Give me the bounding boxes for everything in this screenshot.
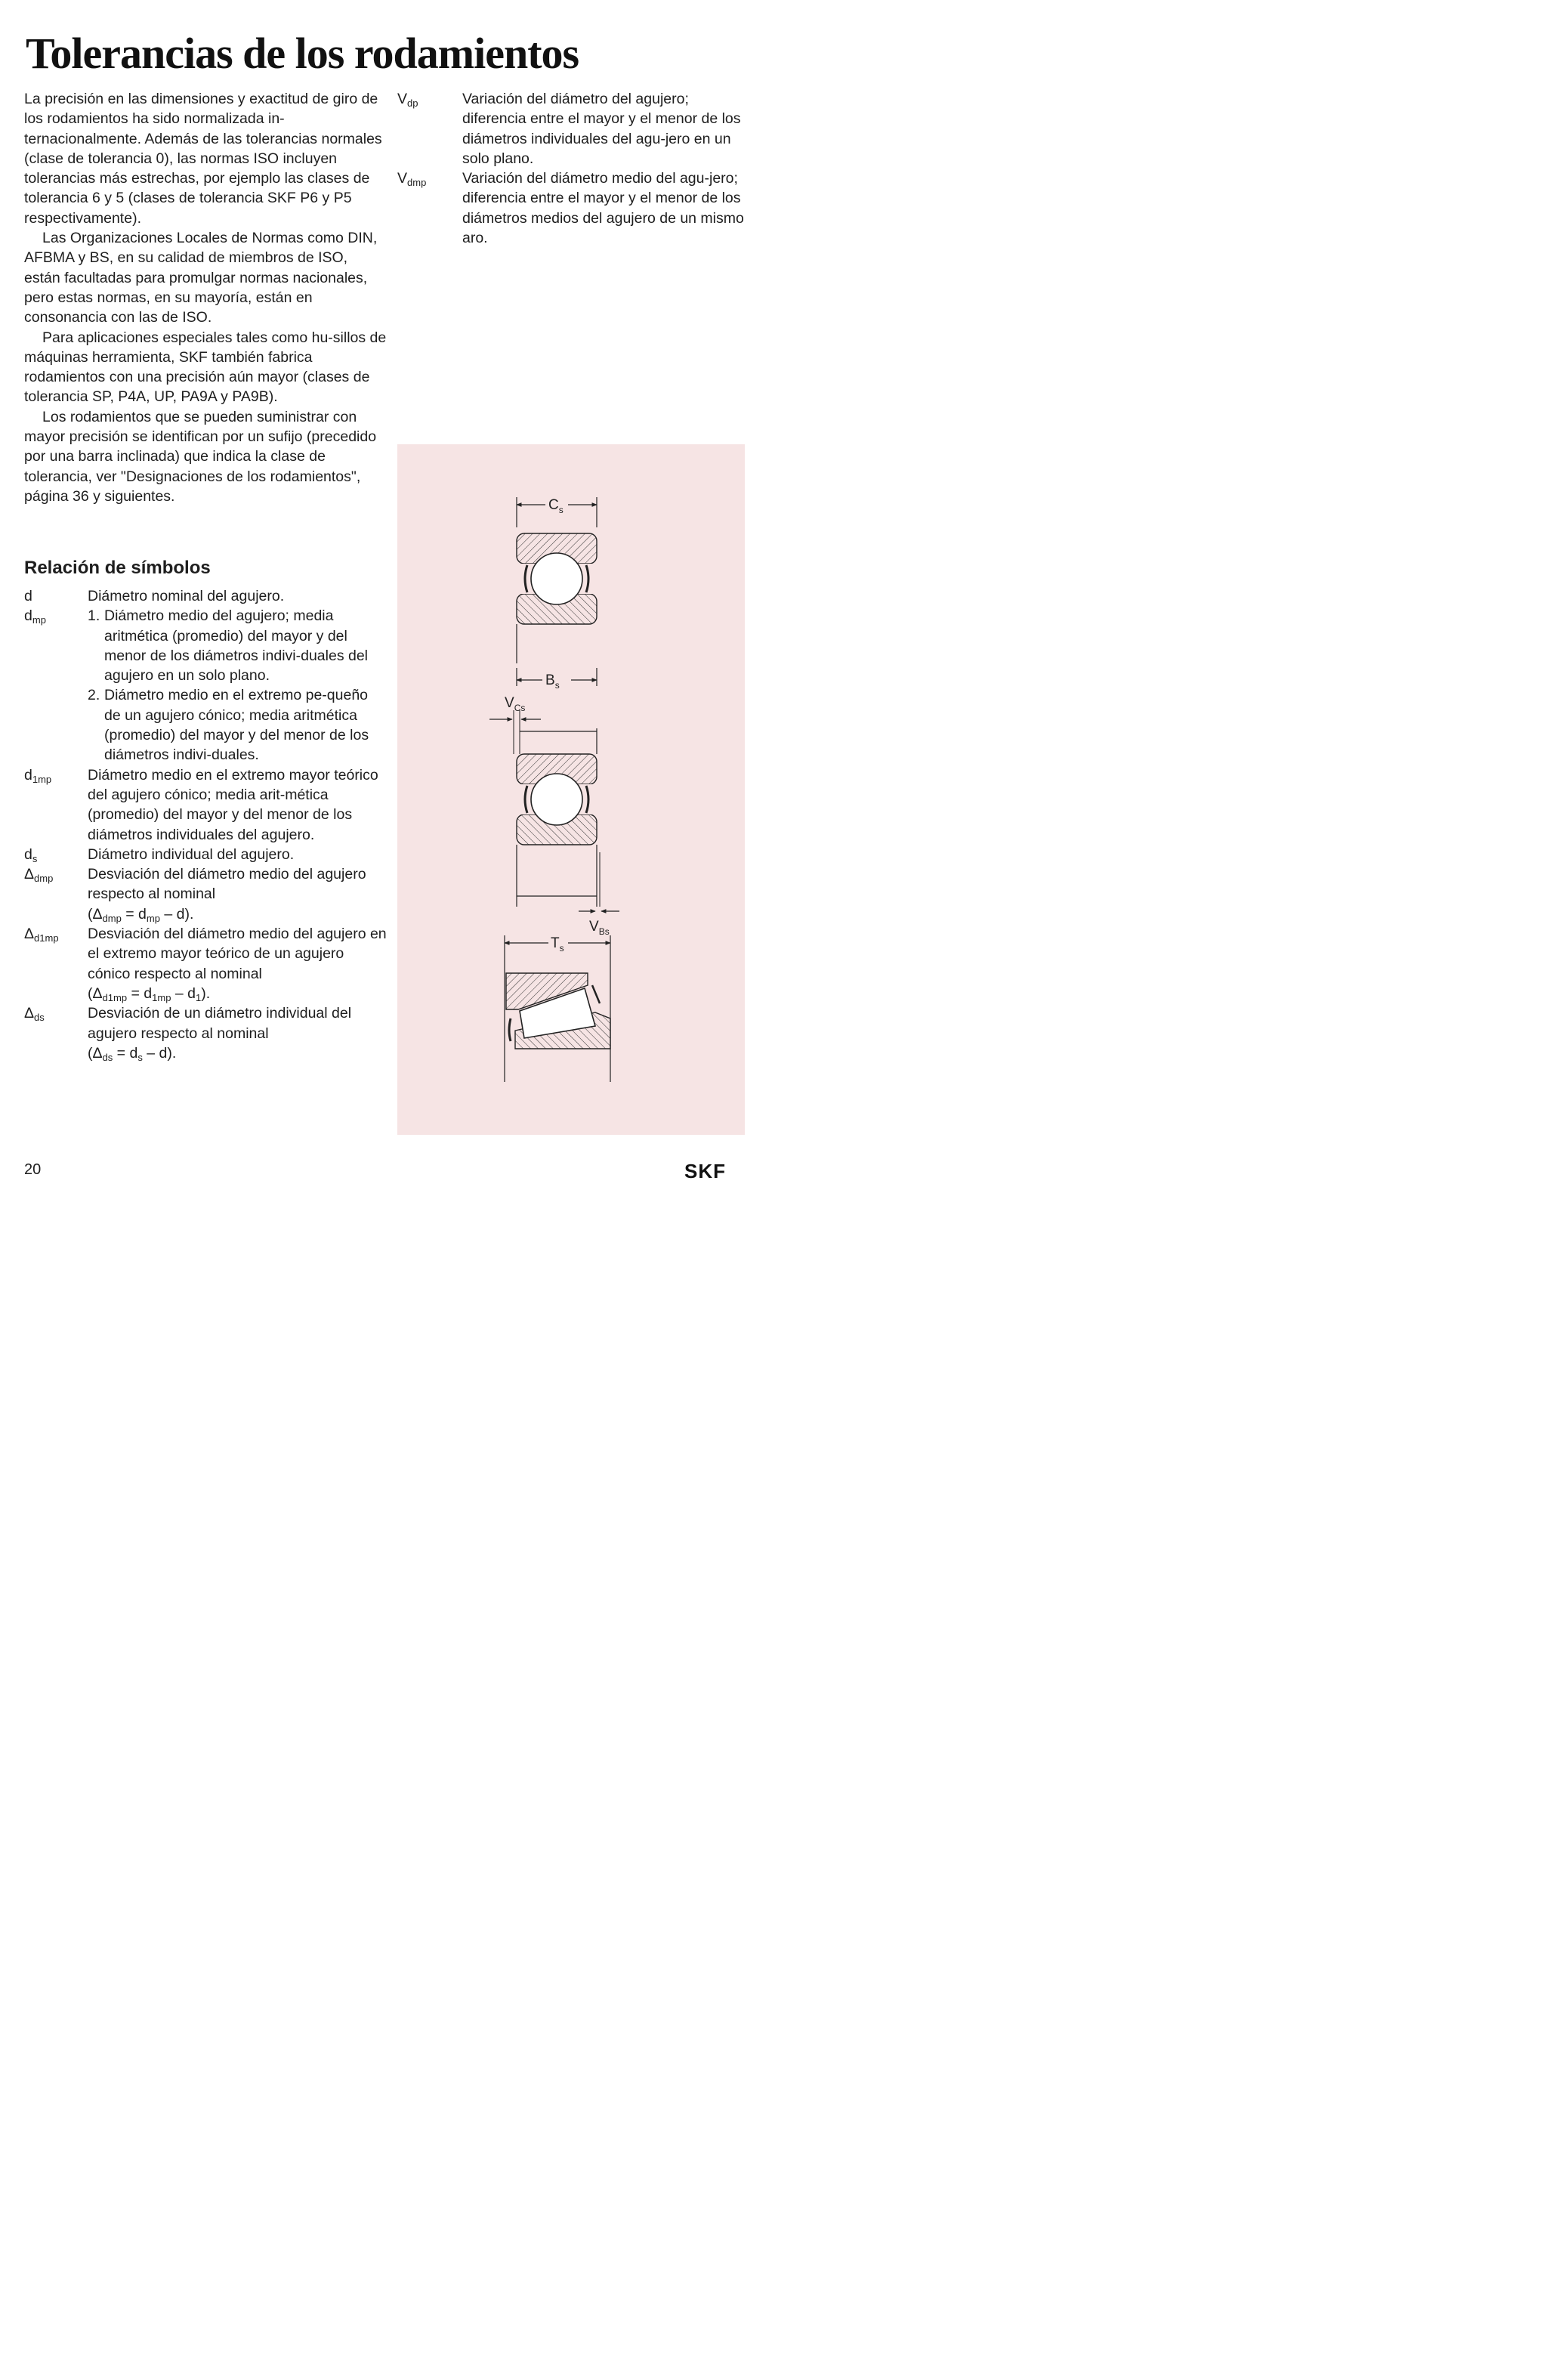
symbol-entry-delta-d1mp (24, 924, 387, 1003)
body-text (24, 89, 387, 506)
paragraph: La precisión en las dimensiones y exactitud de giro de los rodamientos ha sido normalizada in-ternacionalmente. Además de las tolerancias normales (clase de tolerancia 0), las normas ISO incluyen tolerancias más estrechas, por ejemplo las clases de tolerancia 6 y 5 (clases de tolerancia SKF P6 y P5 respectivamente). (24, 91, 382, 227)
symbol-entry-d1mp (24, 765, 387, 845)
skf-logo: SKF (684, 1160, 726, 1182)
bearing-diagrams (397, 444, 745, 1135)
symbol-definition: Diámetro individual del agujero. (88, 845, 295, 863)
symbol: $\Delta_{d1mp}$ (24, 926, 59, 944)
symbol-entry-delta-dmp (24, 864, 387, 924)
label-vcs: $V_{Cs}$ (505, 695, 526, 713)
symbol-definition: Variación del diámetro del agujero; diferencia entre el mayor y el menor de los diámetros individuales del agu-jero en un solo plano. (462, 91, 741, 167)
symbol-definition: Desviación del diámetro medio del agujero en el extremo mayor teórico de un agujero cónico respecto al nominal $(\Delta_{d1mp} = d_{1mp} - d_1)$. (88, 926, 387, 1003)
paragraph: Las Organizaciones Locales de Normas como DIN, AFBMA y BS, en su calidad de miembros de ISO, están facultadas para promulgar normas nacionales, pero estas normas, en su mayoría, están en consonancia con las de ISO. (24, 230, 378, 326)
symbol: $V_{dmp}$ (397, 170, 427, 189)
label-bs: $B_s$ (545, 672, 560, 691)
symbol: $d_s$ (24, 845, 38, 864)
page-number: 20 (24, 1161, 42, 1178)
numbered-item: 1. Diámetro medio del agujero; media aritmética (promedio) del mayor y del menor de los diámetros indivi-duales del agujero en un solo plano. (88, 607, 369, 685)
formula: $(\Delta_{ds} = d_s - d)$. (88, 1044, 177, 1063)
symbol-definition: Diámetro medio en el extremo mayor teórico del agujero cónico; media arit-mética (promedio) del mayor y del menor de los diámetros individuales del agujero. (88, 766, 378, 843)
symbol: $\Delta_{dmp}$ (24, 866, 54, 885)
formula: $(\Delta_{d1mp} = d_{1mp} - d_1)$. (88, 984, 211, 1003)
symbol-entry-delta-ds (24, 1003, 387, 1063)
bearing-diagram-cs (517, 497, 597, 663)
symbol: $V_{dp}$ (397, 91, 418, 109)
label-vbs: $V_{Bs}$ (589, 919, 610, 937)
paragraph: Para aplicaciones especiales tales como hu-sillos de máquinas herramienta, SKF también fabrica rodamientos con una precisión aún mayor (clases de tolerancia SP, P4A, UP, PA9A y PA9B). (24, 329, 387, 406)
label-cs: $C_s$ (548, 497, 564, 515)
symbol-definition: Variación del diámetro medio del agu-jero; diferencia entre el mayor y el menor de los diámetros medios del agujero de un mismo aro. (462, 170, 744, 247)
symbol-entry-d (24, 586, 387, 606)
symbol-list (24, 586, 387, 1063)
symbol-definition (88, 606, 387, 765)
label-ts: $T_s$ (551, 935, 564, 954)
symbol-entry-vdmp (397, 168, 745, 248)
symbol: d (24, 588, 32, 604)
symbol: $d_{1mp}$ (24, 766, 52, 785)
symbol-list-right (397, 89, 745, 248)
symbol: $\Delta_{ds}$ (24, 1005, 45, 1024)
formula: $(\Delta_{dmp} = d_{mp} - d)$. (88, 905, 194, 924)
symbol-definition: Diámetro nominal del agujero. (88, 588, 285, 604)
symbol-entry-vdp (397, 89, 745, 168)
page-title: Tolerancias de los rodamientos (26, 29, 579, 78)
numbered-item: 2. Diámetro medio en el extremo pe-queño de un agujero cónico; media aritmética (promedio) del mayor y del menor de los diámetros indivi-duales. (88, 687, 369, 764)
section-heading: Relación de símbolos (24, 558, 211, 578)
symbol-definition: Desviación del diámetro medio del agujero respecto al nominal $(\Delta_{dmp} = d_{mp} - d)$. (88, 866, 366, 924)
symbol-entry-dmp (24, 606, 387, 765)
symbol: $d_{mp}$ (24, 607, 46, 626)
bearing-diagram-panel (397, 444, 745, 1135)
bearing-diagram-bs (489, 668, 619, 937)
paragraph: Los rodamientos que se pueden suministrar con mayor precisión se identifican por un sufijo (precedido por una barra inclinada) que indica la clase de tolerancia, ver "Designaciones de los rodamientos", página 36 y siguientes. (24, 408, 377, 505)
bearing-diagram-ts (505, 935, 610, 1082)
symbol-entry-ds (24, 845, 387, 864)
symbol-definition: Desviación de un diámetro individual del agujero respecto al nominal $(\Delta_{ds} = d_s - d)$. (88, 1005, 352, 1063)
